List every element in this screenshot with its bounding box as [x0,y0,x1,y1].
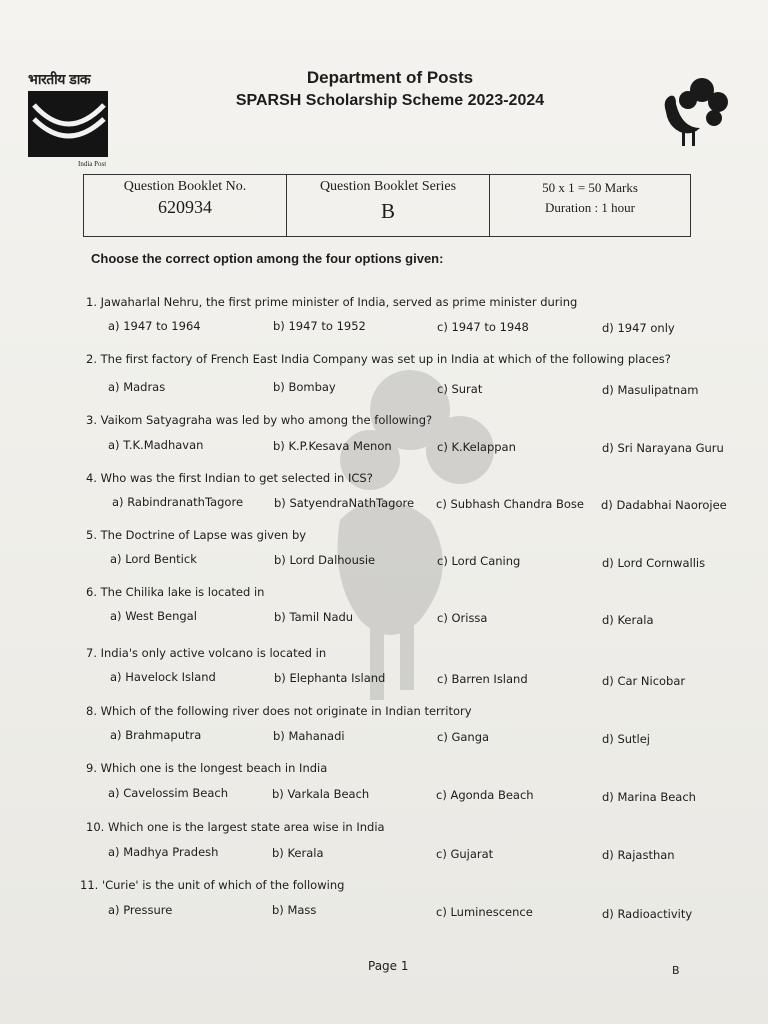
option: b) K.P.Kesava Menon [273,439,392,453]
option: d) Sri Narayana Guru [602,441,724,455]
option: b) Tamil Nadu [274,610,354,624]
booklet-series: B [380,199,395,223]
option: a) Cavelossim Beach [108,786,229,800]
option: c) Orissa [437,611,488,625]
duration-text: Duration : 1 hour [545,200,635,215]
option: b) SatyendraNathTagore [274,496,415,510]
option: b) Elephanta Island [274,671,386,685]
option: b) 1947 to 1952 [273,319,366,333]
option: a) Havelock Island [110,670,216,684]
option: a) Pressure [108,903,173,917]
question-6: 6. The Chilika lake is located in [86,585,265,599]
question-2: 2. The first factory of French East India Company was set up in India at which of the following places? [86,352,671,366]
option: a) 1947 to 1964 [108,319,201,333]
question-11: 11. 'Curie' is the unit of which of the following [80,878,345,892]
option: a) Madhya Pradesh [108,845,219,859]
option: d) Dadabhai Naorojee [601,498,727,512]
option: c) Lord Caning [437,554,521,568]
option: b) Lord Dalhousie [274,553,376,567]
question-7: 7. India's only active volcano is located in [86,646,327,660]
booklet-series-cell [287,175,490,236]
option: c) Subhash Chandra Bose [436,497,585,511]
option: b) Bombay [273,380,336,394]
question-9: 9. Which one is the longest beach in India [86,761,328,775]
booklet-number-label: Question Booklet No. [123,179,247,194]
option: a) RabindranathTagore [112,495,244,509]
option: c) Agonda Beach [436,788,534,802]
logo-caption: India Post [78,160,107,168]
department-title: Department of Posts [306,68,474,87]
option: c) Ganga [437,730,490,744]
logo-hindi-text: भारतीय डाक [28,72,91,88]
option: d) Marina Beach [602,790,696,804]
option: d) Sutlej [602,732,651,746]
option: d) Radioactivity [602,907,693,921]
option: d) 1947 only [602,321,675,335]
booklet-info-table [83,174,691,237]
peacock-emblem-icon [652,72,732,152]
option: a) Lord Bentick [110,552,197,566]
option: c) Surat [437,382,483,396]
booklet-number: 620934 [158,197,212,217]
question-4: 4. Who was the first Indian to get selected in ICS? [86,471,373,485]
page-number: Page 1 [368,959,409,973]
marks-text: 50 x 1 = 50 Marks [542,180,638,195]
option: a) Brahmaputra [110,728,202,742]
option: c) 1947 to 1948 [437,320,529,334]
option: d) Rajasthan [602,848,675,862]
option: d) Kerala [602,613,654,627]
option: a) T.K.Madhavan [108,438,204,452]
option: c) Gujarat [436,847,494,861]
option: d) Lord Cornwallis [602,556,706,570]
india-post-logo [28,70,114,168]
instruction-text: Choose the correct option among the four options given: [91,251,444,266]
question-10: 10. Which one is the largest state area wise in India [86,820,385,834]
question-8: 8. Which of the following river does not originate in Indian territory [86,704,472,718]
option: a) Madras [108,380,166,394]
booklet-series-label: Question Booklet Series [319,179,457,194]
option: c) Luminescence [436,905,533,919]
option: b) Mass [272,903,317,917]
option: c) Barren Island [437,672,528,686]
option: a) West Bengal [110,609,197,623]
question-3: 3. Vaikom Satyagraha was led by who among the following? [86,413,433,427]
option: b) Mahanadi [273,729,345,743]
option: d) Masulipatnam [602,383,699,397]
scheme-title: SPARSH Scholarship Scheme 2023-2024 [235,92,545,109]
question-5: 5. The Doctrine of Lapse was given by [86,528,307,542]
booklet-number-cell [84,175,287,236]
marks-duration-cell [490,175,690,236]
india-post-emblem-icon [28,91,108,157]
option: b) Kerala [272,846,324,860]
question-1: 1. Jawaharlal Nehru, the first prime minister of India, served as prime minister during [86,295,578,309]
option: c) K.Kelappan [437,440,516,454]
page-header [180,68,600,110]
option: b) Varkala Beach [272,787,370,801]
footer-series-mark: B [672,964,680,977]
option: d) Car Nicobar [602,674,686,688]
